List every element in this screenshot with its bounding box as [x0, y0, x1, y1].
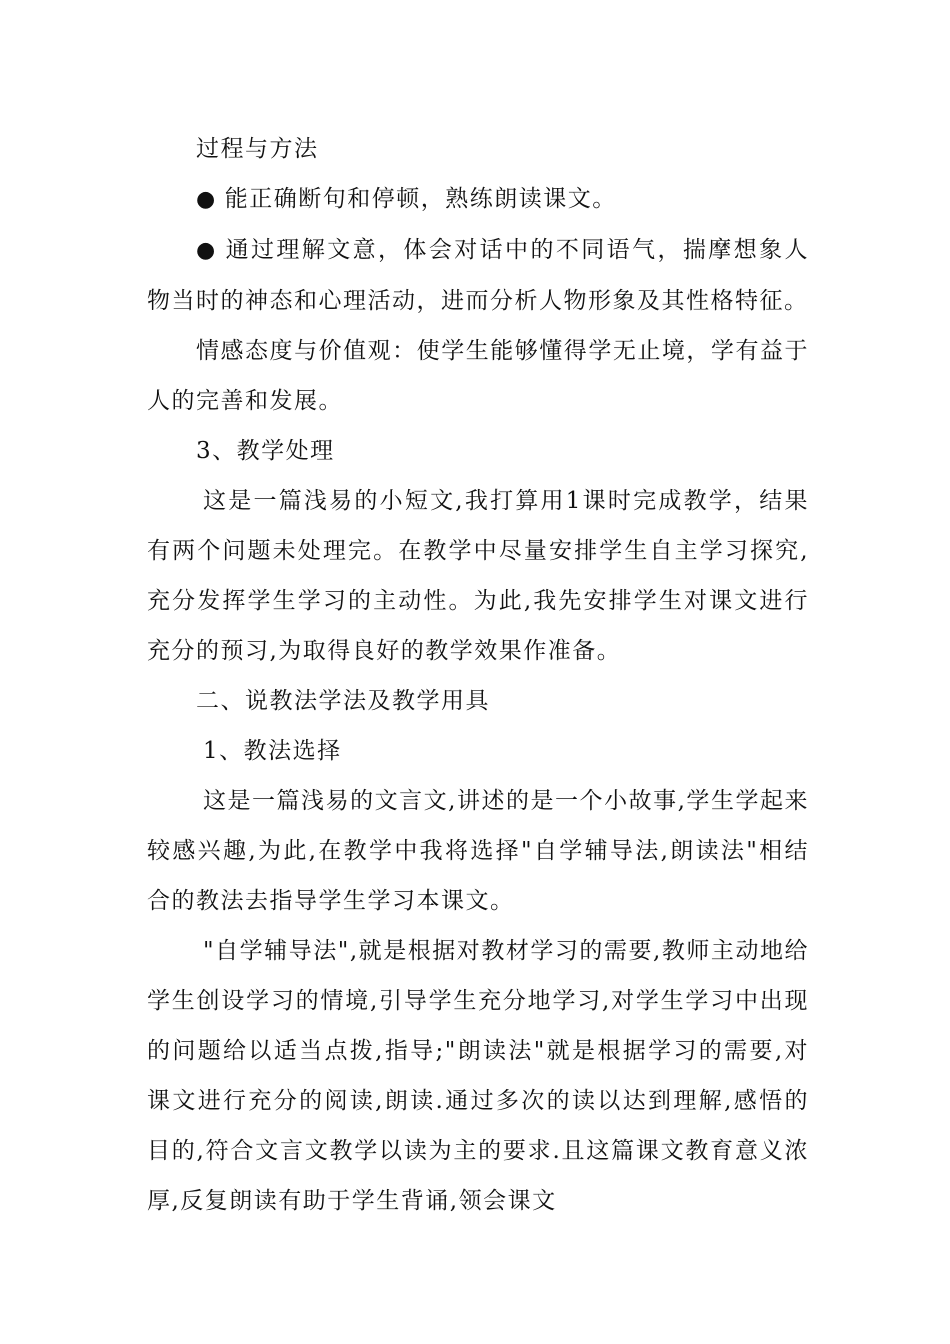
heading-teaching-handling: 3、教学处理 [196, 438, 335, 464]
bullet-dot-icon: ● [196, 187, 217, 212]
heading-process-method: 过程与方法 [196, 136, 319, 162]
method-explanation-paragraph: "自学辅导法",就是根据对教材学习的需要,教师主动地给学生创设学习的情境,引导学生充分地学习,对学生学习中出现的问题给以适当点拨,指导;"朗读法"就是根据学习的需要,对课文进行充分的阅读,朗读.通过多次的读以达到理解,感悟的目的,符合文言文教学以读为主的要求.且这篇课文教育意义浓厚,反复朗读有助于学生背诵,领会课文 [147, 938, 809, 1214]
heading-method-choice: 1、教法选择 [203, 738, 342, 764]
bullet-text: 能正确断句和停顿，熟练朗读课文。 [224, 186, 617, 212]
heading-teaching-methods: 二、说教法学法及教学用具 [196, 688, 490, 714]
bullet-text: 通过理解文意，体会对话中的不同语气，揣摩想象人物当时的神态和心理活动，进而分析人物形象及其性格特征。 [147, 237, 809, 314]
bullet-dot-icon: ● [196, 238, 217, 263]
teaching-handling-paragraph: 这是一篇浅易的小短文,我打算用1课时完成教学，结果有两个问题未处理完。在教学中尽量安排学生自主学习探究,充分发挥学生学习的主动性。为此,我先安排学生对课文进行充分的预习,为取得良好的教学效果作准备。 [147, 488, 809, 664]
method-choice-paragraph: 这是一篇浅易的文言文,讲述的是一个小故事,学生学起来较感兴趣,为此,在教学中我将选择"自学辅导法,朗读法"相结合的教法去指导学生学习本课文。 [147, 788, 809, 914]
emotion-goal-paragraph: 情感态度与价值观：使学生能够懂得学无止境，学有益于人的完善和发展。 [147, 338, 809, 414]
document-body [147, 124, 809, 1226]
bullet-item-reading [147, 174, 809, 225]
bullet-item-understanding [147, 225, 809, 326]
